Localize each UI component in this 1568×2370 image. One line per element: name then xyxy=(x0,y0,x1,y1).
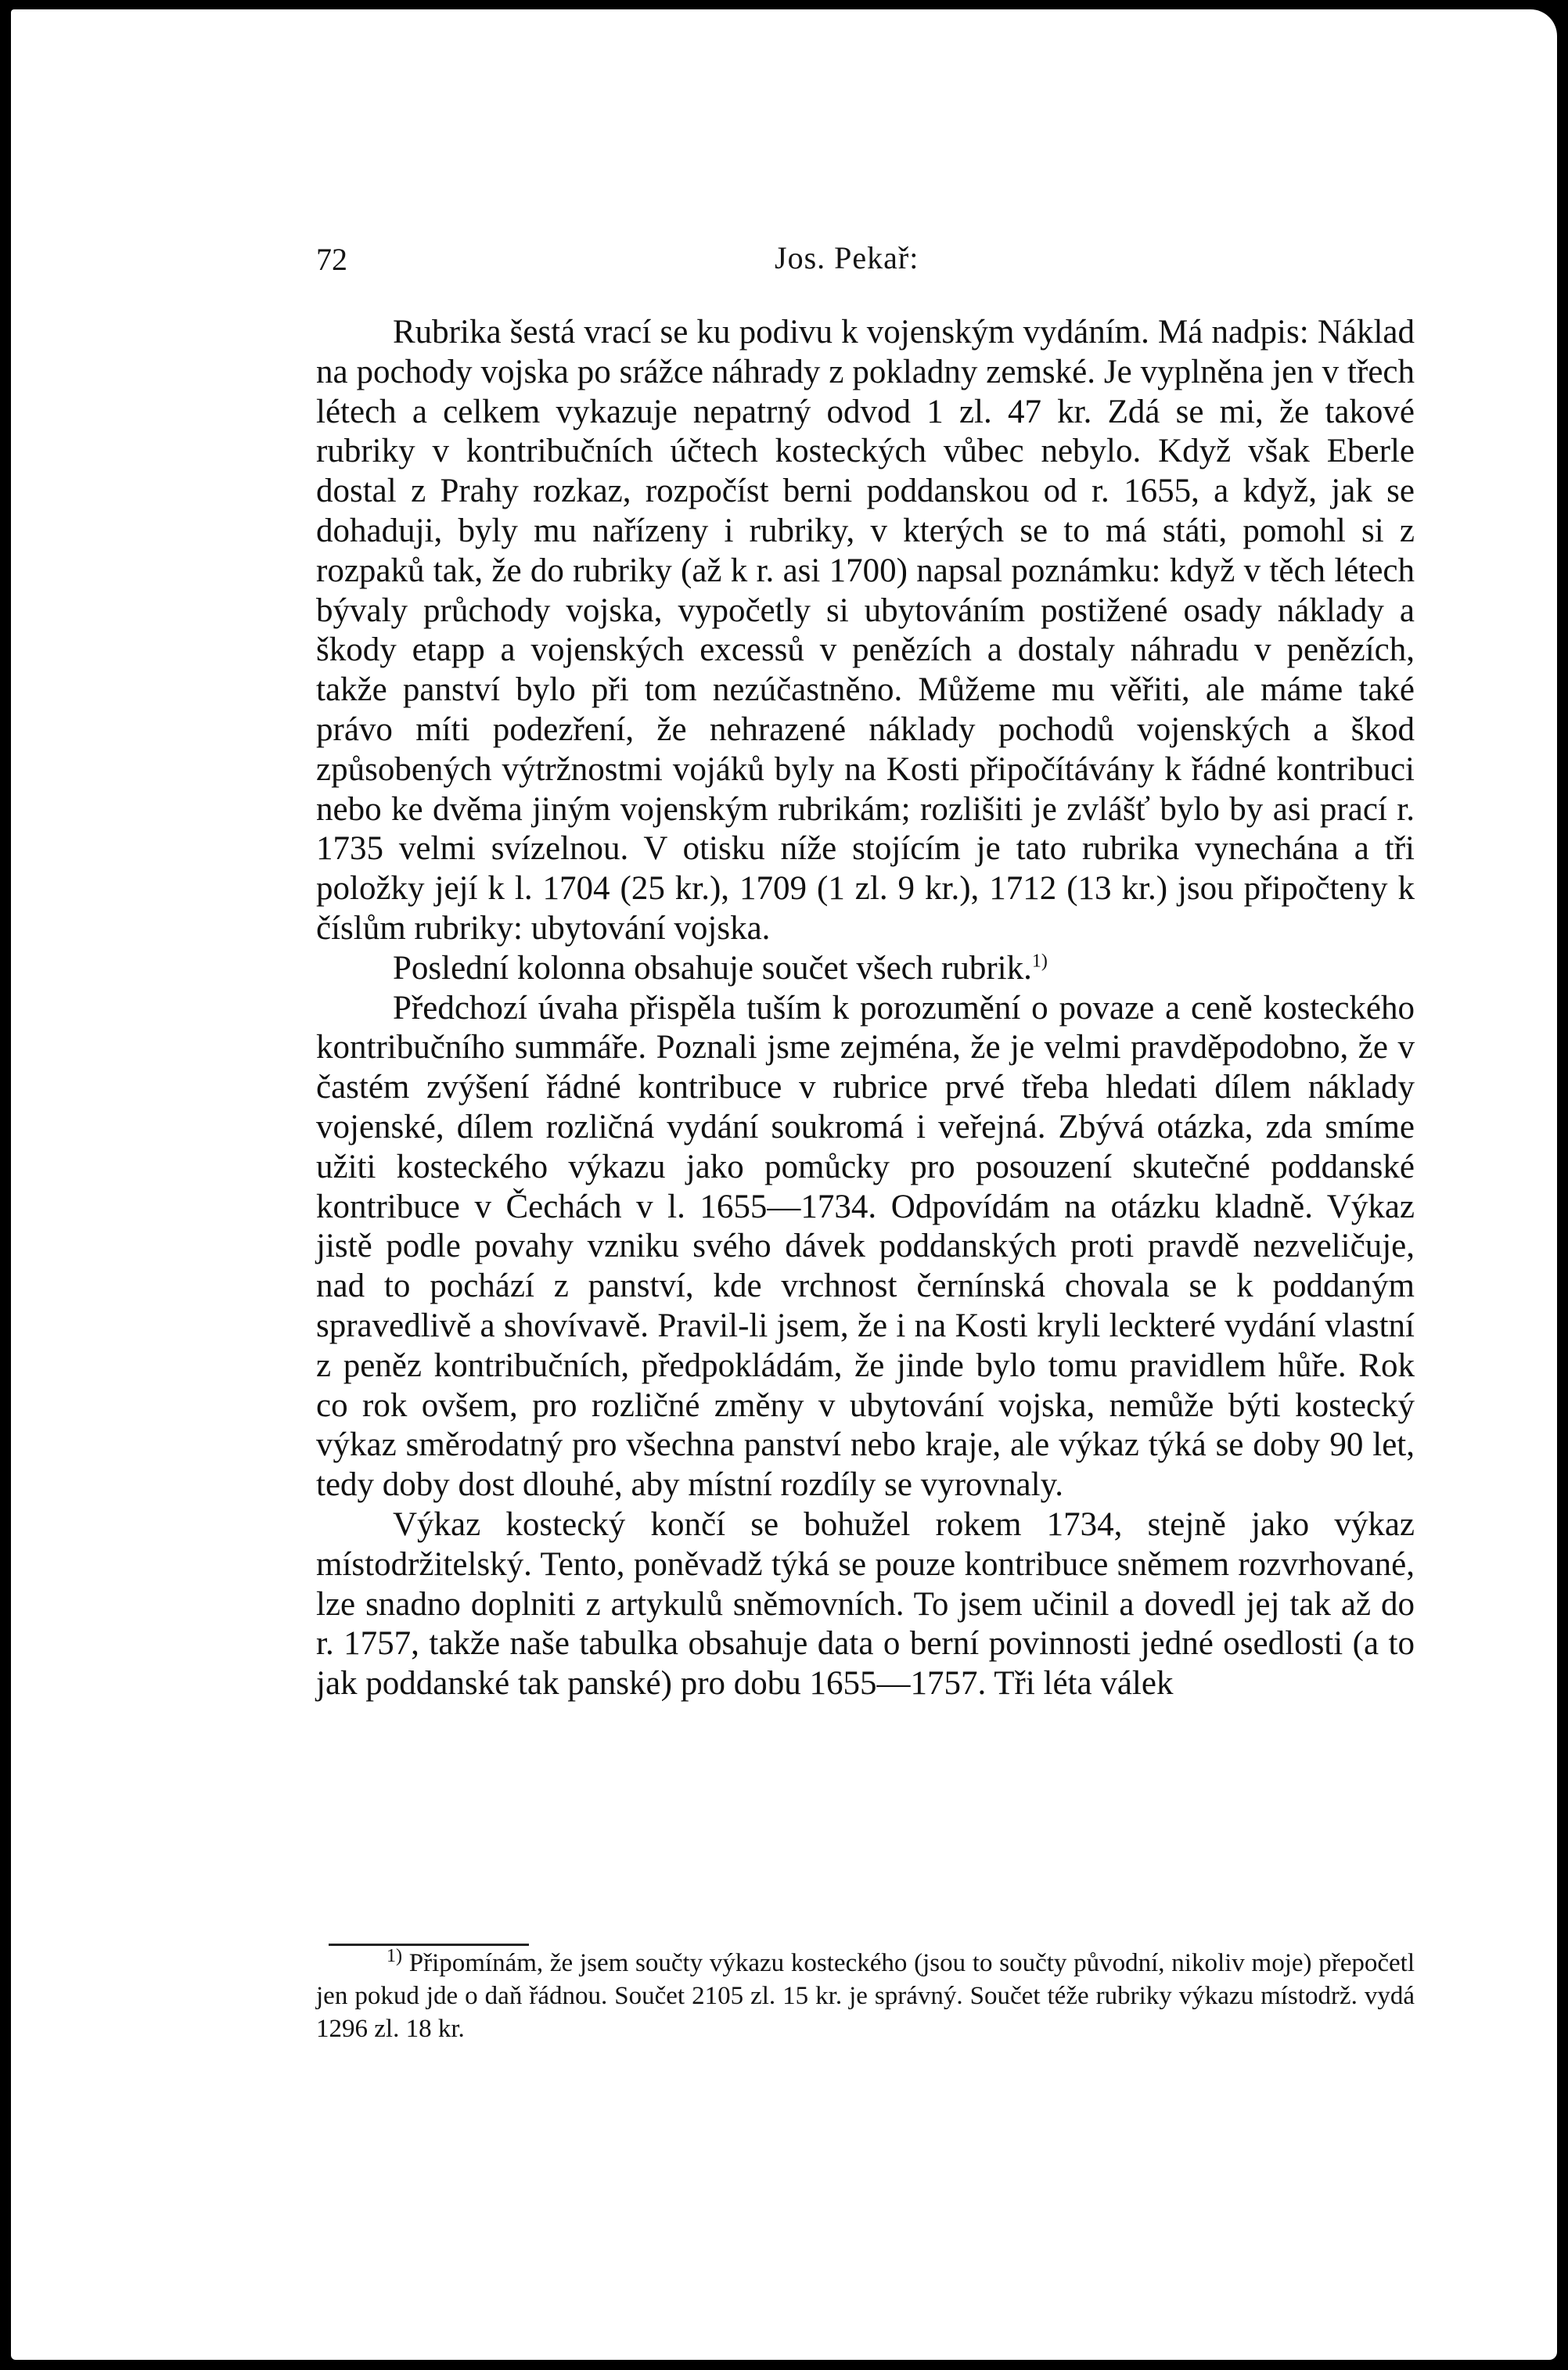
footnote-reference: 1) xyxy=(1031,951,1048,972)
footnote-text: Připomínám, že jsem součty výkazu kosteckého (jsou to součty původní, nikoliv moje) přepočetl jen pokud jde o daň řádnou. Součet 2105 zl. 15 kr. je správný. Součet téže rubriky výkazu místodrž. vydá 1296 zl. 18 kr. xyxy=(316,1949,1415,2043)
footnote xyxy=(316,1947,1415,2045)
paragraph: Předchozí úvaha přispěla tuším k porozumění o povaze a ceně kosteckého kontribučního summáře. Poznali jsme zejména, že je velmi pravděpodobno, že v častém zvýšení řádné kontribuce v rubrice prvé třeba hledati dílem náklady vojenské, dílem rozličná vydání soukromá i veřejná. Zbývá otázka, zda smíme užiti kosteckého výkazu jako pomůcky pro posouzení skutečné poddanské kontribuce v Čechách v l. 1655—1734. Odpovídám na otázku kladně. Výkaz jistě podle povahy vzniku svého dávek poddanských proti pravdě nezveličuje, nad to pochází z panství, kde vrchnost černínská chovala se k poddaným spravedlivě a shovívavě. Pravil-li jsem, že i na Kosti kryli leckteré vydání vlastní z peněz kontribučních, předpokládám, že jinde bylo tomu pravidlem hůře. Rok co rok ovšem, pro rozličné změny v ubytování vojska, nemůže býti kostecký výkaz směrodatný pro všechna panství nebo kraje, ale výkaz týká se doby 90 let, tedy doby dost dlouhé, aby místní rozdíly se vyrovnaly. xyxy=(316,989,1415,1504)
paragraph: Rubrika šestá vrací se ku podivu k vojenským vydáním. Má nadpis: Náklad na pochody vojska po srážce náhrady z pokladny zemské. Je vyplněna jen v třech létech a celkem vykazuje nepatrný odvod 1 zl. 47 kr. Zdá se mi, že takové rubriky v kontribučních účtech kosteckých vůbec nebylo. Když však Eberle dostal z Prahy rozkaz, rozpočíst berni poddanskou od r. 1655, a když, jak se dohaduji, byly mu nařízeny i rubriky, v kterých se to má státi, pomohl si z rozpaků tak, že do rubriky (až k r. asi 1700) napsal poznámku: když v těch létech bývaly průchody vojska, vypočetly si ubytováním postižené osady náklady a škody etapp a vojenských excessů v penězích a dostaly náhradu v penězích, takže panství bylo při tom nezúčastněno. Můžeme mu věřiti, ale máme také právo míti podezření, že nehrazené náklady pochodů vojenských a škod způsobených výtržnostmi vojáků byly na Kosti připočítávány k řádné kontribuci nebo ke dvěma jiným vojenským rubrikám; rozlišiti je zvlášť bylo by asi prací r. 1735 velmi svízelnou. V otisku níže stojícím je tato rubrika vynechána a tři položky její k l. 1704 (25 kr.), 1709 (1 zl. 9 kr.), 1712 (13 kr.) jsou připočteny k číslům rubriky: ubytování vojska. xyxy=(316,314,1415,947)
page-number: 72 xyxy=(316,242,347,277)
page-header xyxy=(316,241,1415,288)
main-text xyxy=(316,313,1415,1704)
footnote-divider xyxy=(329,1944,529,1946)
paragraph-text: Poslední kolonna obsahuje součet všech rubrik. xyxy=(393,949,1032,987)
paragraph-with-footnote-ref xyxy=(316,949,1415,989)
running-head: Jos. Pekař: xyxy=(775,240,919,275)
footnote-marker: 1) xyxy=(387,1946,402,1966)
paragraph: Výkaz kostecký končí se bohužel rokem 1734, stejně jako výkaz místodržitelský. Tento, poněvadž týká se pouze kontribuce sněmem rozvrhované, lze snadno doplniti z artykulů sněmovních. To jsem učinil a dovedl jej tak až do r. 1757, takže naše tabulka obsahuje data o berní povinnosti jedné osedlosti (a to jak poddanské tak panské) pro dobu 1655—1757. Tři léta válek xyxy=(316,1505,1415,1703)
